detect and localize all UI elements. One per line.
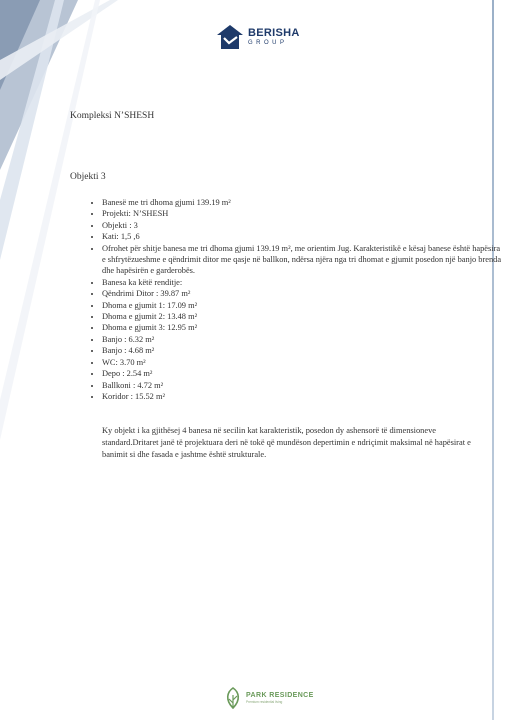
brand-name: BERISHA (248, 27, 300, 39)
list-item: • Dhoma e gjumit 1: 17.09 m² (102, 300, 502, 311)
brand-logo (216, 24, 300, 50)
list-item: • Qëndrimi Ditor : 39.87 m² (102, 288, 502, 299)
list-item: • Ballkoni : 4.72 m² (102, 380, 502, 391)
list-item: • Ofrohet për shitje banesa me tri dhoma gjumi 139.19 m², me orientim Jug. Karakteristikë e kësaj banese është hapësira e shfrytëzueshme e qëndrimit ditor me qasje në ballkon, ndërsa njëra nga tri dhomat e gjumit posedon një banjo brenda dhe hapësirën e garderobës. (102, 243, 502, 277)
list-item: • Koridor : 15.52 m² (102, 391, 502, 402)
leaf-logo-icon (223, 686, 243, 710)
list-item: • Objekti : 3 (102, 220, 502, 231)
list-item: • Banesa ka këtë renditje: (102, 277, 502, 288)
list-item: • Banjo : 4.68 m² (102, 345, 502, 356)
complex-title: Kompleksi N’SHESH (70, 111, 155, 121)
list-item: • Dhoma e gjumit 2: 13.48 m² (102, 311, 502, 322)
footer-logo (223, 686, 314, 710)
footer-brand-name: PARK RESIDENCE (246, 692, 314, 699)
object-description: Ky objekt i ka gjithësej 4 banesa në secilin kat karakteristik, posedon dy ashensorë të dimensioneve standard.Dritaret janë të projektuara deri në tokë që mundëson depertimin e ndriçimit maksimal në hapësirat e banimit si dhe fasada e jashtme është strukturale. (102, 426, 471, 459)
list-item: • Projekti: N’SHESH (102, 208, 502, 219)
list-item: • WC: 3.70 m² (102, 357, 502, 368)
list-item: • Depo : 2.54 m² (102, 368, 502, 379)
brand-group: GROUP (248, 40, 288, 46)
features-list (70, 197, 502, 402)
list-item: • Banesë me tri dhoma gjumi 139.19 m² (102, 197, 502, 208)
object-heading: Objekti 3 (70, 172, 106, 182)
list-item: • Banjo : 6.32 m² (102, 334, 502, 345)
footer-tagline: Premium residential living (246, 700, 283, 704)
list-item: • Dhoma e gjumit 3: 12.95 m² (102, 322, 502, 333)
list-item: • Kati: 1,5 ,6 (102, 231, 502, 242)
house-logo-icon (216, 24, 244, 50)
